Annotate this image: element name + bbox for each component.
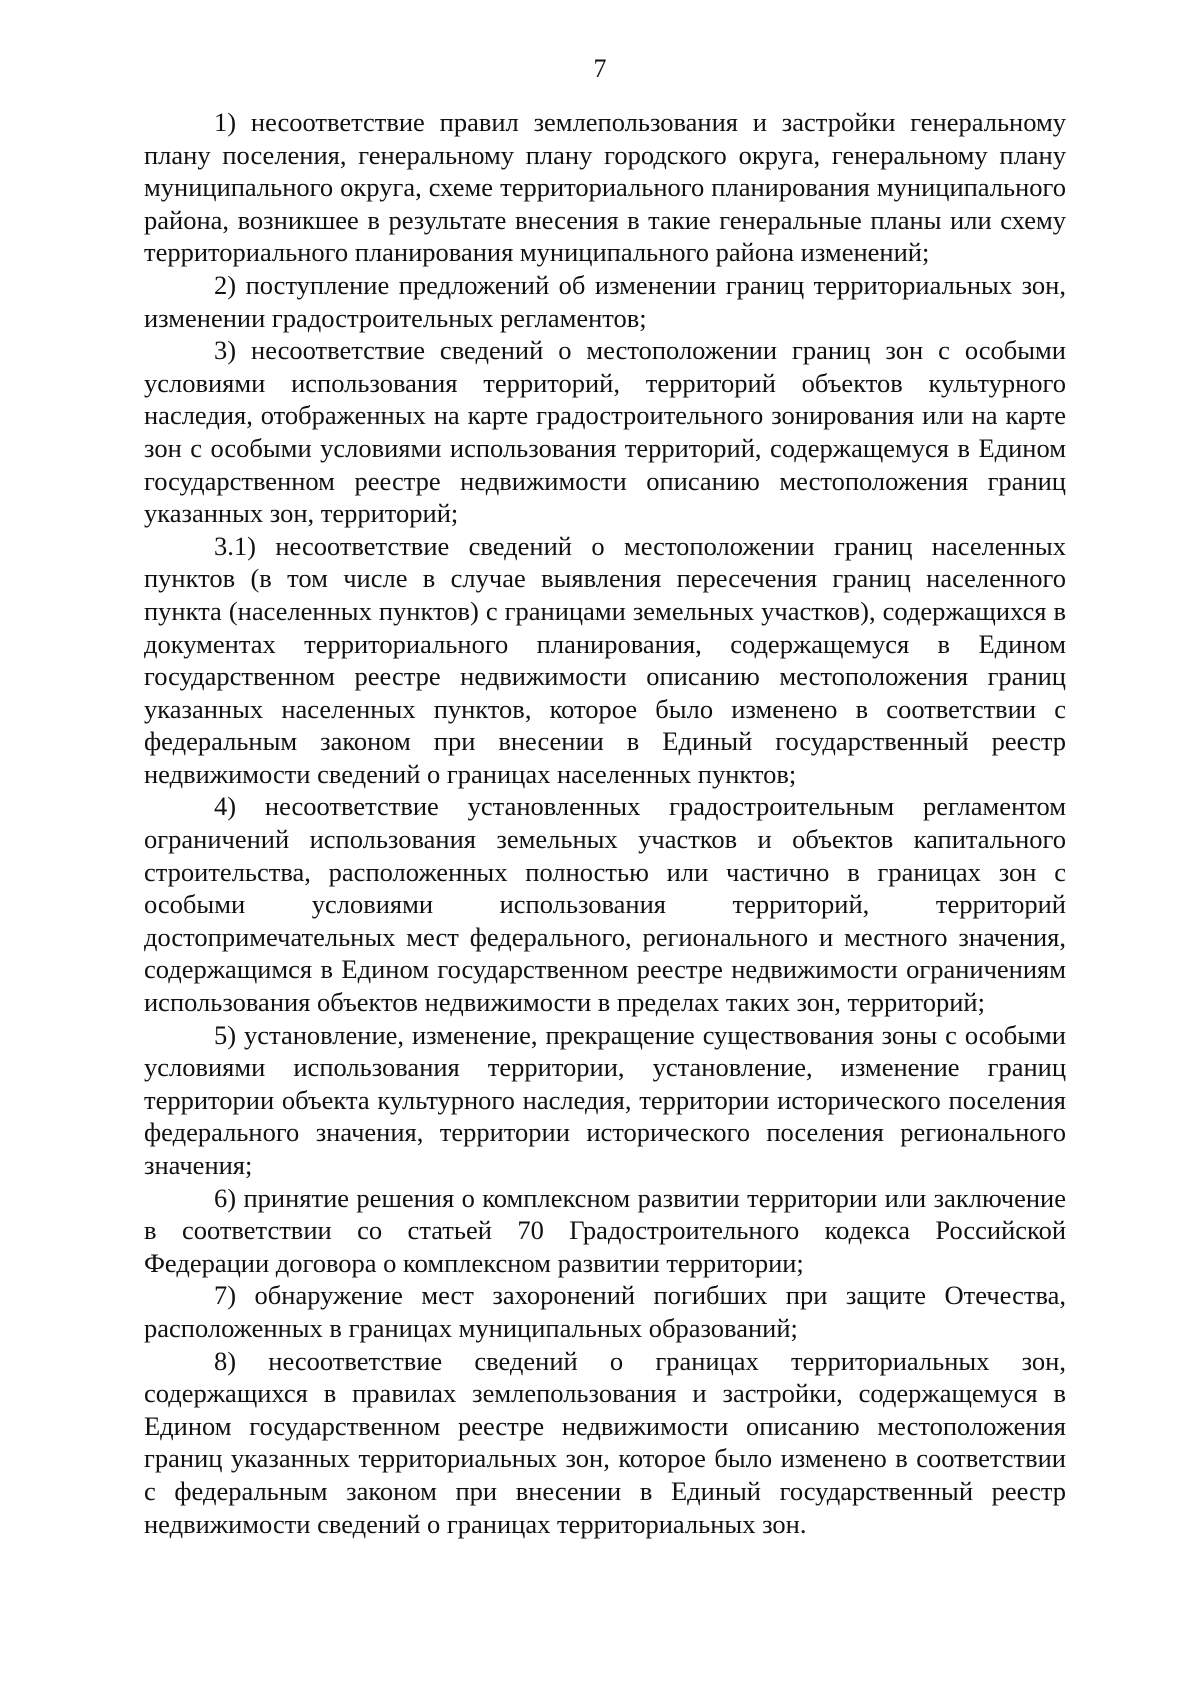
list-item-2: 2) поступление предложений об изменении границ территориальных зон, изменении градостроительных регламентов; <box>144 269 1066 333</box>
page-number: 7 <box>593 54 607 83</box>
list-item-1: 1) несоответствие правил землепользования и застройки генеральному плану поселения, генеральному плану городского округа, генеральному плану муниципального округа, схеме территориального планирования муниципального района, возникшее в результате внесения в такие генеральные планы или схему территориального планирования муниципального района изменений; <box>144 107 1066 268</box>
document-body <box>144 106 1066 1540</box>
list-item-8: 8) несоответствие сведений о границах территориальных зон, содержащихся в правилах землепользования и застройки, содержащемуся в Едином государственном реестре недвижимости описанию местоположения границ указанных территориальных зон, которое было изменено в соответствии с федеральным законом при внесении в Единый государственный реестр недвижимости сведений о границах территориальных зон. <box>144 1345 1066 1539</box>
list-item-7: 7) обнаружение мест захоронений погибших при защите Отечества, расположенных в границах муниципальных образований; <box>144 1280 1066 1343</box>
list-item-6: 6) принятие решения о комплексном развитии территории или заключение в соответствии со статьей 70 Градостроительного кодекса Российской Федерации договора о комплексном развитии территории; <box>144 1182 1066 1278</box>
list-item-3-1: 3.1) несоответствие сведений о местоположении границ населенных пунктов (в том числе в случае выявления пересечения границ населенного пункта (населенных пунктов) с границами земельных участков), содержащихся в документах территориального планирования, содержащемуся в Едином государственном реестре недвижимости описанию местоположения границ указанных населенных пунктов, которое было изменено в соответствии с федеральным законом при внесении в Единый государственный реестр недвижимости сведений о границах населенных пунктов; <box>144 530 1066 789</box>
list-item-3: 3) несоответствие сведений о местоположении границ зон с особыми условиями использования территорий, территорий объектов культурного наследия, отображенных на карте градостроительного зонирования или на карте зон с особыми условиями использования территорий, содержащемуся в Едином государственном реестре недвижимости описанию местоположения границ указанных зон, территорий; <box>144 335 1066 529</box>
list-item-4: 4) несоответствие установленных градостроительным регламентом ограничений использования земельных участков и объектов капитального строительства, расположенных полностью или частично в границах зон с особыми условиями использования территорий, территорий достопримечательных мест федерального, регионального и местного значения, содержащимся в Едином государственном реестре недвижимости ограничениям использования объектов недвижимости в пределах таких зон, территорий; <box>144 791 1066 1018</box>
list-item-5: 5) установление, изменение, прекращение существования зоны с особыми условиями использования территории, установление, изменение границ территории объекта культурного наследия, территории исторического поселения федерального значения, территории исторического поселения регионального значения; <box>144 1019 1066 1180</box>
